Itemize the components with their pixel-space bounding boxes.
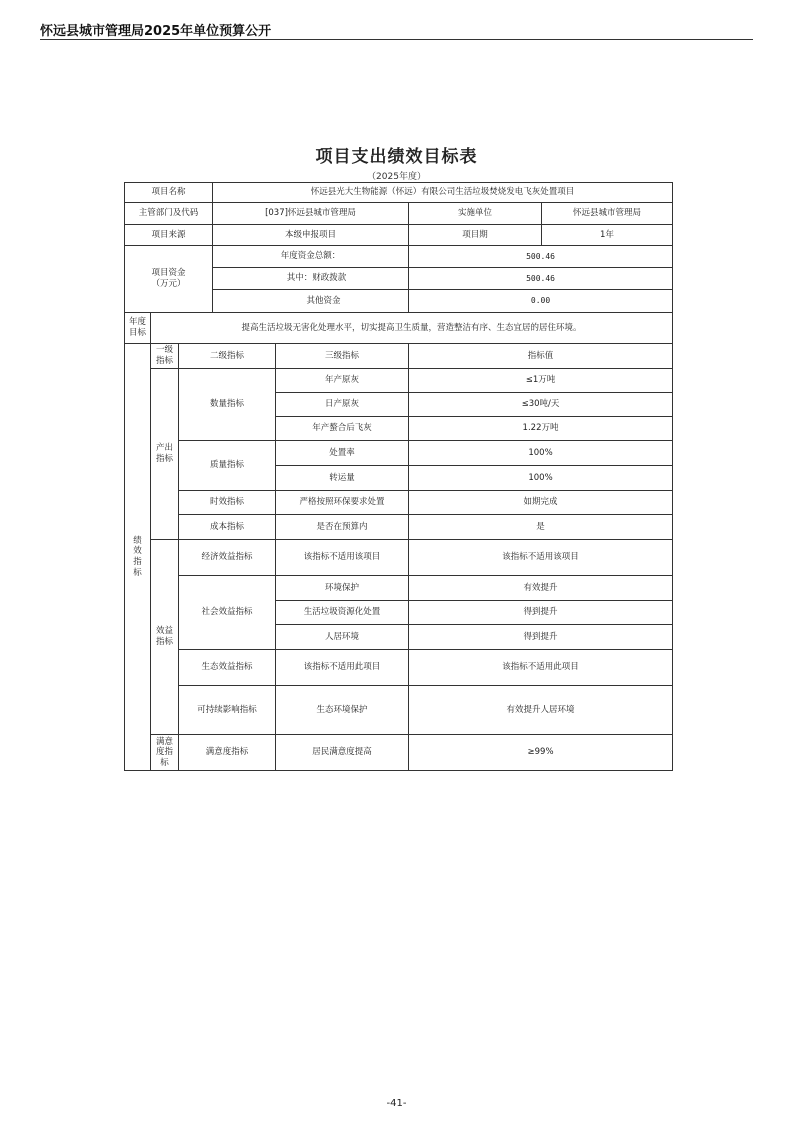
- quality-label: 质量指标: [179, 441, 276, 491]
- table-row: [125, 369, 673, 393]
- indicator-value: 该指标不适用此项目: [409, 650, 673, 686]
- indicator-name: 生活垃圾资源化处置: [276, 601, 409, 625]
- funds-total-label: 年度资金总额：: [213, 246, 409, 268]
- impl-label: 实施单位: [409, 203, 542, 225]
- dept-label: 主管部门及代码: [125, 203, 213, 225]
- funds-fiscal-value: 500.46: [409, 268, 673, 290]
- period-label: 项目期: [409, 225, 542, 246]
- ecological-label: 生态效益指标: [179, 650, 276, 686]
- sustainable-label: 可持续影响指标: [179, 686, 276, 735]
- indicator-value: 1.22万吨: [409, 417, 673, 441]
- goal-label: 年度 目标: [125, 313, 151, 344]
- indicator-name: 处置率: [276, 441, 409, 466]
- social-label: 社会效益指标: [179, 576, 276, 650]
- indicator-name: 年产螯合后飞灰: [276, 417, 409, 441]
- indicator-value: 如期完成: [409, 491, 673, 515]
- dept-value: [037]怀远县城市管理局: [213, 203, 409, 225]
- head-value: 指标值: [409, 344, 673, 369]
- indicator-name: 该指标不适用该项目: [276, 540, 409, 576]
- table-row: [125, 491, 673, 515]
- table-row: [125, 225, 673, 246]
- indicator-value: 有效提升: [409, 576, 673, 601]
- funds-fiscal-label: 其中：财政拨款: [213, 268, 409, 290]
- quantity-label: 数量指标: [179, 369, 276, 441]
- indicator-name: 严格按照环保要求处置: [276, 491, 409, 515]
- performance-table: [124, 182, 673, 771]
- table-row: [125, 576, 673, 601]
- funds-other-value: 0.00: [409, 290, 673, 313]
- indicator-value: ≥99%: [409, 735, 673, 771]
- table-row: [125, 515, 673, 540]
- head-level2: 二级指标: [179, 344, 276, 369]
- table-row: [125, 540, 673, 576]
- doc-title: 项目支出绩效目标表: [315, 147, 478, 167]
- funds-label: 项目资金 （万元）: [125, 246, 213, 313]
- indicator-name: 日产原灰: [276, 393, 409, 417]
- satisfaction-level1-label: 满意 度指 标: [151, 735, 179, 771]
- timeliness-label: 时效指标: [179, 491, 276, 515]
- source-label: 项目来源: [125, 225, 213, 246]
- indicator-name: 人居环境: [276, 625, 409, 650]
- table-row: [125, 686, 673, 711]
- project-name-label: 项目名称: [125, 183, 213, 203]
- effect-label: 效益 指标: [151, 540, 179, 735]
- table-row: [125, 246, 673, 268]
- goal-text: 提高生活垃圾无害化处理水平，切实提高卫生质量，营造整洁有序、生态宜居的居住环境。: [151, 313, 673, 344]
- header-title: 怀远县城市管理局2025年单位预算公开: [40, 24, 272, 39]
- head-level1: 一级 指标: [151, 344, 179, 369]
- indicator-value: 100%: [409, 441, 673, 466]
- doc-year: （2025年度）: [367, 172, 426, 182]
- cost-label: 成本指标: [179, 515, 276, 540]
- head-level3: 三级指标: [276, 344, 409, 369]
- satisfaction-label: 满意度指标: [179, 735, 276, 771]
- period-value: 1年: [542, 225, 673, 246]
- indicator-value: ≤30吨/天: [409, 393, 673, 417]
- funds-total-value: 500.46: [409, 246, 673, 268]
- page-number: -41-: [386, 1098, 407, 1109]
- project-name-value: 怀远县光大生物能源（怀远）有限公司生活垃圾焚烧发电飞灰处置项目: [213, 183, 673, 203]
- indicator-name: 该指标不适用此项目: [276, 650, 409, 686]
- indicator-value: 有效提升人居环境: [409, 686, 673, 735]
- header-rule: [40, 39, 753, 40]
- indicator-name: 年产原灰: [276, 369, 409, 393]
- indicator-value: 得到提升: [409, 625, 673, 650]
- output-label: 产出 指标: [151, 369, 179, 540]
- indicator-value: 是: [409, 515, 673, 540]
- indicator-name: 居民满意度提高: [276, 735, 409, 771]
- impl-value: 怀远县城市管理局: [542, 203, 673, 225]
- table-row: [125, 203, 673, 225]
- indicator-value: 得到提升: [409, 601, 673, 625]
- table-row: [125, 735, 673, 771]
- indicator-value: 100%: [409, 466, 673, 491]
- economic-label: 经济效益指标: [179, 540, 276, 576]
- indicator-name: 转运量: [276, 466, 409, 491]
- source-value: 本级申报项目: [213, 225, 409, 246]
- table-row: [125, 650, 673, 686]
- indicator-value: 该指标不适用该项目: [409, 540, 673, 576]
- indicator-section-label: 绩 效 指 标: [125, 344, 151, 771]
- table-row: [125, 344, 673, 369]
- funds-other-label: 其他资金: [213, 290, 409, 313]
- indicator-name: 环境保护: [276, 576, 409, 601]
- indicator-name: 是否在预算内: [276, 515, 409, 540]
- table-row: [125, 441, 673, 466]
- table-row: [125, 183, 673, 203]
- table-row: [125, 313, 673, 344]
- indicator-value: ≤1万吨: [409, 369, 673, 393]
- indicator-name: 生态环境保护: [276, 686, 409, 735]
